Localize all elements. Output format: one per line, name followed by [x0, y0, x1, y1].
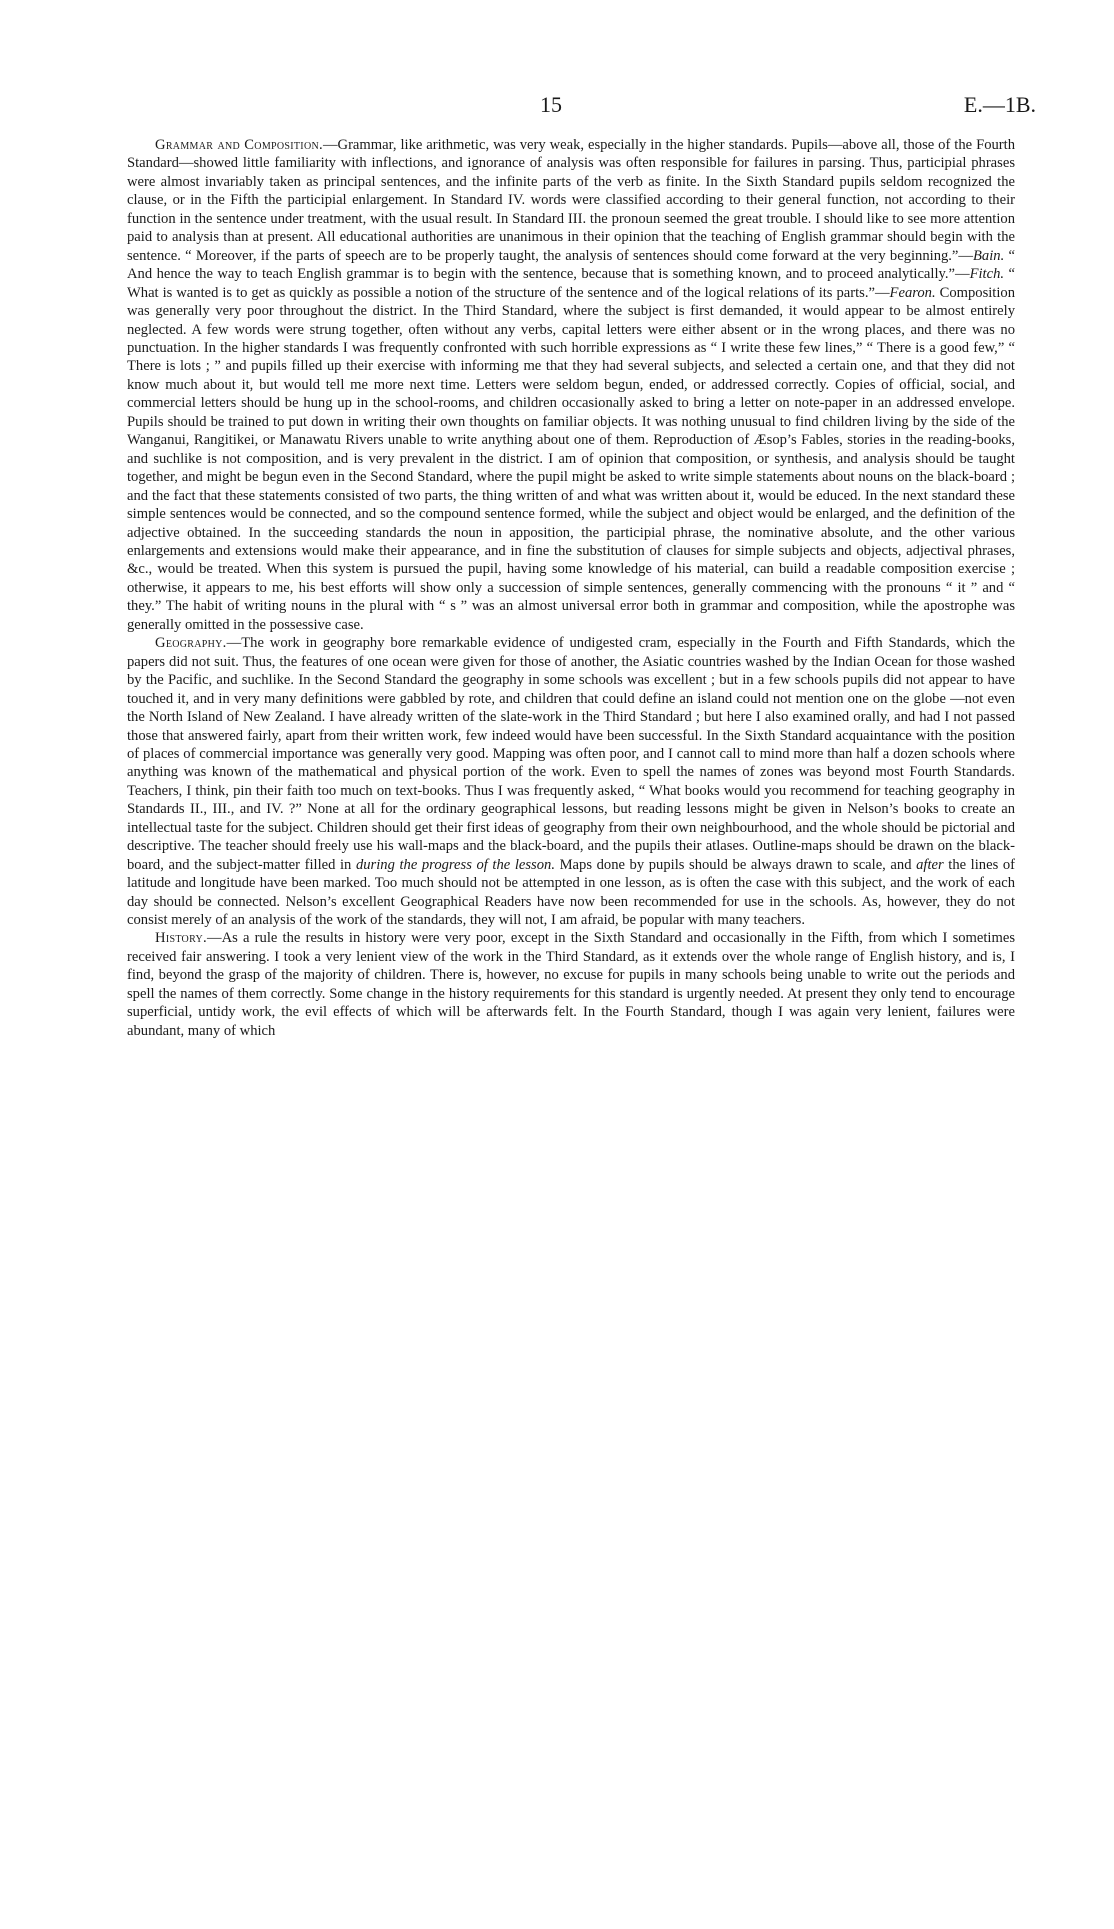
- paragraph-history: [127, 929, 1015, 1040]
- paragraph-grammar-and-composition: [127, 136, 1015, 634]
- geography-text-3: the lines of latitude and longitude have been marked. Too much should not be attempted in one lesson, as is often the case with this subject, and the work of each day should be connected. Nelson’s excellent Geographical Readers have now been recommended for use in the schools. As, however, they do not consist merely of an analysis of the work of the standards, they will not, I am afraid, be popular with many teachers.: [127, 856, 1015, 929]
- page-header: [0, 92, 1114, 120]
- document-reference: E.—1B.: [963, 92, 1036, 117]
- grammar-text-2: “ And hence the way to teach English grammar is to begin with the sentence, because that is something known, and to proceed analytically.”—: [127, 247, 1015, 283]
- paragraph-geography: [127, 634, 1015, 929]
- grammar-text-3: “ What is wanted is to get as quickly as possible a notion of the structure of the sentence and of the logical relations of its parts.”—: [127, 266, 1015, 301]
- report-body: [127, 136, 1015, 1040]
- page-number: 15: [540, 92, 562, 117]
- history-text-1: —As a rule the results in history were very poor, except in the Sixth Standard and occasionally in the Fifth, from which I sometimes received fair answering. I took a very lenient view of the work in the Third Standard, as it extends over the whole range of English history, and is, I find, beyond the grasp of the majority of children. There is, however, no excuse for pupils in many schools being unable to write out the periods and spell the names of them correctly. Some change in the history requirements for this standard is urgently needed. At present they only tend to encourage superficial, untidy work, the evil effects of which will be afterwards felt. In the Fourth Standard, though I was again very lenient, failures were abundant, many of which: [127, 930, 1015, 1039]
- citation-fitch: Fitch.: [969, 266, 1005, 283]
- geography-italic-2: after: [916, 856, 944, 873]
- geography-text-2: Maps done by pupils should be always drawn to scale, and: [554, 856, 917, 873]
- section-heading-history: History.: [155, 930, 207, 947]
- section-heading-grammar: Grammar and Composition.: [155, 137, 323, 153]
- grammar-text-1: —Grammar, like arithmetic, was very weak, especially in the higher standards. Pupils—above all, those of the Fourth Standard—showed little familiarity with inflections, and ignorance of analysis was often responsible for failures in parsing. Thus, participial phrases were almost invariably taken as principal sentences, and the infinite parts of the verb as finite. In the Sixth Standard pupils seldom recognized the clause, or in the Fifth the participial enlargement. In Standard IV. words were classified according to their general function, not according to their function in the sentence under treatment, with the usual result. In Standard III. the pronoun seemed the great trouble. I should like to see more attention paid to analysis than at present. All educational authorities are unanimous in their opinion that the teaching of English grammar should begin with the sentence. “ Moreover, if the parts of speech are to be properly taught, the analysis of sentences should come forward at the very beginning.”—: [127, 137, 1015, 264]
- citation-fearon: Fearon.: [889, 284, 936, 301]
- geography-text-1: —The work in geography bore remarkable evidence of undigested cram, especially in the Fourth and Fifth Standards, which the papers did not suit. Thus, the features of one ocean were given for those of another, the Asiatic countries washed by the Indian Ocean for those washed by the Pacific, and suchlike. In the Second Standard the geography in some schools was excellent ; but in a few schools pupils did not appear to have touched it, and in very many definitions were gabbled by rote, and children that could define an island could not mention one on the globe —not even the North Island of New Zealand. I have already written of the slate-work in the Third Standard ; but here I also examined orally, and had I not passed those that answered fairly, apart from their written work, few indeed would have been successful. In the Sixth Standard acquaintance with the position of places of commercial importance was generally very good. Mapping was often poor, and I cannot call to mind more than half a dozen schools where anything was known of the mathematical and physical portion of the work. Even to spell the names of zones was beyond most Fourth Standards. Teachers, I think, pin their faith too much on text-books. Thus I was frequently asked, “ What books would you recommend for teaching geography in Standards II., III., and IV. ?” None at all for the ordinary geographical lessons, but reading lessons might be given in Nelson’s books to create an intellectual taste for the subject. Children should get their first ideas of geography from their own neighbourhood, and the whole should be pictorial and descriptive. The teacher should freely use his wall-maps and the black-board, and the pupils their atlases. Outline-maps should be drawn on the black-board, and the subject-matter filled in: [127, 635, 1015, 873]
- section-heading-geography: Geography.: [155, 635, 227, 652]
- citation-bain: Bain.: [973, 247, 1005, 264]
- grammar-text-4: Composition was generally very poor throughout the district. In the Third Standard, where the subject is first demanded, it would appear to be almost entirely neglected. A few words were strung together, often without any verbs, capital letters were either absent or in the wrong places, and there was no punctuation. In the higher standards I was frequently confronted with such horrible expressions as “ I write these few lines,” “ There is a good few,” “ There is lots ; ” and pupils filled up their exercise with informing me that they had several subjects, and selected a certain one, and that they did not know much about it, but would tell me more next time. Letters were seldom begun, ended, or addressed correctly. Copies of official, social, and commercial letters should be hung up in the school-rooms, and children occasionally asked to bring a letter on note-paper in an addressed envelope. Pupils should be trained to put down in writing their own thoughts on familiar objects. It was nothing unusual to find children living by the side of the Wanganui, Rangitikei, or Manawatu Rivers unable to write anything about one of them. Reproduction of Æsop’s Fables, stories in the reading-books, and suchlike is not composition, and is very prevalent in the district. I am of opinion that composition, or synthesis, and analysis should be taught together, and might be begun even in the Second Standard, where the pupil might be asked to write simple statements about nouns on the black-board ; and the fact that these statements consisted of two parts, the thing written of and what was written about it, would be educed. In the next standard these simple sentences would be connected, and so the compound sentence formed, while the subject and object would be enlarged, and the definition of the adjective obtained. In the succeeding standards the noun in apposition, the participial phrase, the nominative absolute, and the other various enlargements and extensions would make their appearance, and in fine the substitution of clauses for simple subjects and objects, adjectival phrases, &c., would be treated. When this system is pursued the pupil, having some knowledge of his material, can build a readable composition exercise ; otherwise, it appears to me, his best efforts will show only a succession of simple sentences, generally commencing with the pronouns “ it ” and “ they.” The habit of writing nouns in the plural with “ s ” was an almost universal error both in grammar and composition, while the apostrophe was generally omitted in the possessive case.: [127, 284, 1016, 633]
- geography-italic-1: during the progress of the lesson.: [355, 856, 555, 873]
